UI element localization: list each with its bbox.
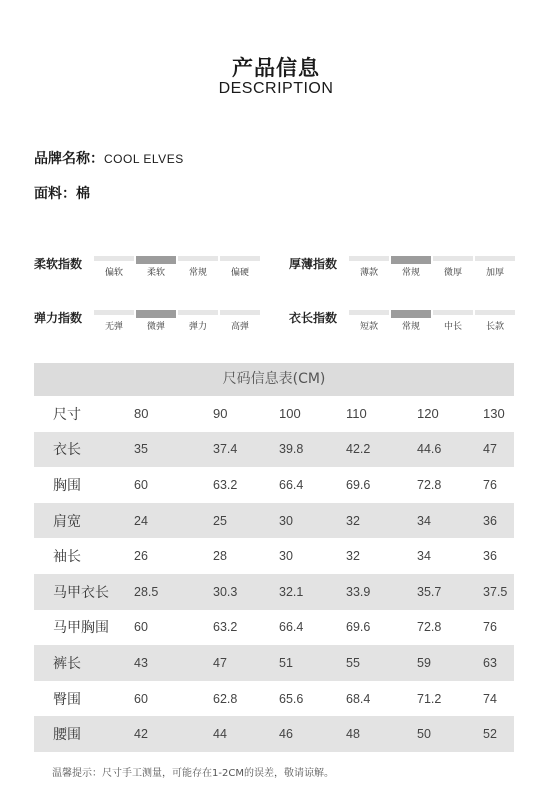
index-option-selected <box>391 310 431 332</box>
size-cell: 26 <box>134 549 148 564</box>
size-row-label: 裤长 <box>53 655 81 672</box>
size-cell: 51 <box>279 655 293 670</box>
size-cell: 46 <box>279 727 293 742</box>
size-cell: 68.4 <box>346 691 371 706</box>
index-option-label: 偏硬 <box>230 268 249 278</box>
size-cell: 36 <box>483 513 497 528</box>
size-cell: 63.2 <box>213 477 238 492</box>
size-cell: 30 <box>279 513 293 528</box>
index-option-label: 微厚 <box>443 268 462 278</box>
index-bar <box>136 256 176 264</box>
size-cell: 35 <box>134 442 148 457</box>
index-option-label: 弹力 <box>188 322 207 332</box>
index-option <box>220 256 260 278</box>
size-row-label: 臀围 <box>53 691 81 708</box>
index-bar <box>136 310 176 318</box>
size-cell: 72.8 <box>417 620 442 635</box>
index-option <box>433 310 473 332</box>
index-option <box>94 310 134 332</box>
index-bar <box>475 256 515 261</box>
size-cell: 66.4 <box>279 477 304 492</box>
index-scale <box>349 256 519 286</box>
size-cell: 72.8 <box>417 477 442 492</box>
size-cell: 43 <box>134 655 148 670</box>
size-row-label: 马甲胸围 <box>53 620 109 637</box>
size-row-label: 尺寸 <box>53 406 81 423</box>
size-cell: 62.8 <box>213 691 238 706</box>
size-cell: 50 <box>417 727 431 742</box>
size-cell: 35.7 <box>417 584 442 599</box>
size-row-label: 肩宽 <box>53 513 81 530</box>
index-option-selected <box>391 256 431 278</box>
index-scale <box>94 310 264 340</box>
size-cell: 42.2 <box>346 442 371 457</box>
size-cell: 34 <box>417 549 431 564</box>
index-bar <box>178 310 218 315</box>
size-cell: 37.5 <box>483 584 508 599</box>
size-cell: 32.1 <box>279 584 304 599</box>
size-cell: 44.6 <box>417 442 442 457</box>
size-row <box>34 681 514 717</box>
size-cell: 100 <box>279 406 301 422</box>
size-cell: 55 <box>346 655 360 670</box>
size-table-body <box>34 396 514 752</box>
size-table <box>34 363 514 752</box>
index-option <box>475 256 515 278</box>
size-cell: 130 <box>483 406 505 422</box>
size-cell: 63 <box>483 655 497 670</box>
index-bar <box>220 256 260 261</box>
size-row <box>34 645 514 681</box>
index-scale <box>349 310 519 340</box>
page-title: 产品信息 <box>232 56 320 80</box>
index-bar <box>349 256 389 261</box>
index-option-selected <box>136 256 176 278</box>
index-option-label: 微弹 <box>146 322 165 332</box>
index-option-label: 无弹 <box>104 322 123 332</box>
index-label: 衣长指数 <box>289 311 338 325</box>
size-cell: 120 <box>417 406 439 422</box>
size-cell: 30.3 <box>213 584 238 599</box>
size-table-title: 尺码信息表(CM) <box>34 363 514 396</box>
measurement-note: 温馨提示：尺寸手工测量，可能存在1-2CM的误差，敬请谅解。 <box>52 768 334 779</box>
size-row <box>34 538 514 574</box>
index-bar <box>178 256 218 261</box>
index-label: 柔软指数 <box>34 257 83 271</box>
index-option-label: 偏软 <box>104 268 123 278</box>
size-cell: 80 <box>134 406 149 422</box>
size-cell: 71.2 <box>417 691 442 706</box>
index-option-label: 柔软 <box>146 268 165 278</box>
brand-value: COOL ELVES <box>104 152 184 166</box>
size-row-label: 袖长 <box>53 549 81 566</box>
size-cell: 47 <box>483 442 497 457</box>
size-cell: 60 <box>134 477 148 492</box>
index-option <box>349 256 389 278</box>
size-cell: 24 <box>134 513 148 528</box>
size-cell: 36 <box>483 549 497 564</box>
index-option <box>178 256 218 278</box>
size-cell: 69.6 <box>346 477 371 492</box>
size-cell: 25 <box>213 513 227 528</box>
index-bar <box>391 256 431 264</box>
size-row <box>34 503 514 539</box>
index-option-label: 中长 <box>443 322 462 332</box>
size-cell: 66.4 <box>279 620 304 635</box>
index-bar <box>475 310 515 315</box>
size-header-row <box>34 396 514 432</box>
page-subtitle: DESCRIPTION <box>218 80 334 97</box>
index-option <box>433 256 473 278</box>
index-option-label: 长款 <box>485 322 504 332</box>
size-row <box>34 467 514 503</box>
size-cell: 32 <box>346 549 360 564</box>
size-cell: 44 <box>213 727 227 742</box>
fabric-row <box>34 183 90 203</box>
size-row <box>34 610 514 646</box>
index-scale <box>94 256 264 286</box>
size-row-label: 腰围 <box>53 727 81 744</box>
size-row-label: 胸围 <box>53 477 81 494</box>
index-bar <box>433 256 473 261</box>
index-label: 厚薄指数 <box>289 257 338 271</box>
size-row <box>34 574 514 610</box>
size-cell: 52 <box>483 727 497 742</box>
fabric-value: 棉 <box>76 186 90 202</box>
size-cell: 74 <box>483 691 497 706</box>
size-cell: 32 <box>346 513 360 528</box>
brand-label: 品牌名称： <box>34 151 104 167</box>
index-bar <box>220 310 260 315</box>
size-cell: 110 <box>346 406 367 422</box>
index-bar <box>349 310 389 315</box>
index-option <box>178 310 218 332</box>
size-cell: 39.8 <box>279 442 304 457</box>
index-option-label: 短款 <box>359 322 378 332</box>
size-row-label: 衣长 <box>53 442 81 459</box>
size-cell: 90 <box>213 406 228 422</box>
index-bar <box>433 310 473 315</box>
index-option <box>220 310 260 332</box>
size-cell: 47 <box>213 655 227 670</box>
size-cell: 76 <box>483 620 497 635</box>
size-cell: 42 <box>134 727 148 742</box>
size-cell: 59 <box>417 655 431 670</box>
index-bar <box>94 310 134 315</box>
size-row <box>34 716 514 752</box>
brand-row <box>34 148 184 168</box>
index-label: 弹力指数 <box>34 311 83 325</box>
index-option <box>475 310 515 332</box>
size-cell: 65.6 <box>279 691 304 706</box>
size-cell: 48 <box>346 727 360 742</box>
index-option-label: 常规 <box>188 268 207 278</box>
size-cell: 28.5 <box>134 584 159 599</box>
size-cell: 37.4 <box>213 442 238 457</box>
size-cell: 33.9 <box>346 584 371 599</box>
index-bar <box>391 310 431 318</box>
index-option <box>94 256 134 278</box>
size-cell: 60 <box>134 620 148 635</box>
fabric-label: 面料： <box>34 186 76 202</box>
index-option-label: 加厚 <box>485 268 504 278</box>
size-cell: 28 <box>213 549 227 564</box>
size-cell: 76 <box>483 477 497 492</box>
size-row-label: 马甲衣长 <box>53 584 109 601</box>
index-option <box>349 310 389 332</box>
index-bar <box>94 256 134 261</box>
size-cell: 63.2 <box>213 620 238 635</box>
index-option-selected <box>136 310 176 332</box>
size-cell: 34 <box>417 513 431 528</box>
size-cell: 60 <box>134 691 148 706</box>
index-option-label: 薄款 <box>359 268 378 278</box>
size-cell: 30 <box>279 549 293 564</box>
index-option-label: 常规 <box>401 268 420 278</box>
index-option-label: 常规 <box>401 322 420 332</box>
size-cell: 69.6 <box>346 620 371 635</box>
size-row <box>34 432 514 468</box>
index-option-label: 高弹 <box>230 322 249 332</box>
